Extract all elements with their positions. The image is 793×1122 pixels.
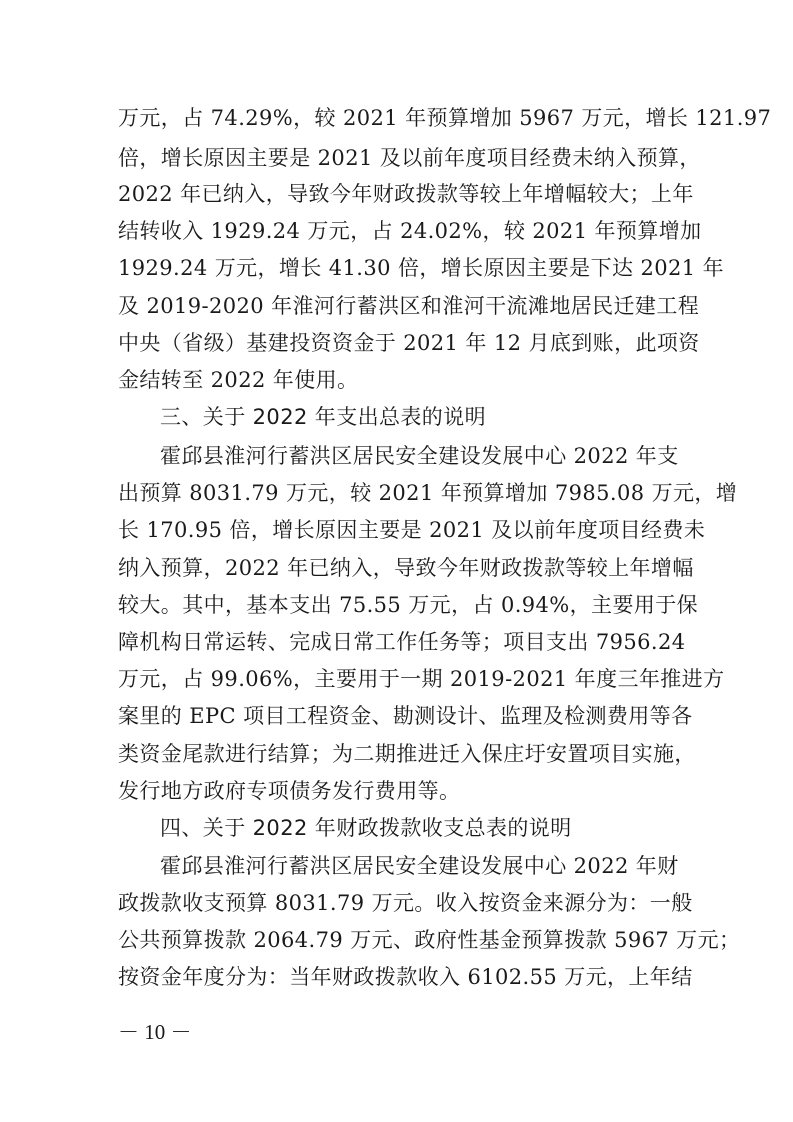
body-line: 出预算 8031.79 万元，较 2021 年预算增加 7985.08 万元，增 [118,481,738,505]
body-line: 较大。其中，基本支出 75.55 万元，占 0.94%，主要用于保 [118,593,699,617]
body-line: 按资金年度分为：当年财政拨款收入 6102.55 万元，上年结 [118,965,693,989]
body-line: 公共预算拨款 2064.79 万元、政府性基金预算拨款 5967 万元； [118,928,741,952]
body-line: 结转收入 1929.24 万元，占 24.02%，较 2021 年预算增加 [118,219,702,243]
body-line: 发行地方政府专项债务发行费用等。 [118,779,461,803]
body-line: 万元，占 74.29%，较 2021 年预算增加 5967 万元，增长 121.97 [118,106,772,130]
body-line: 2022 年已纳入，导致今年财政拨款等较上年增幅较大；上年 [118,182,694,206]
section-heading-fiscal-appropriation: 四、关于 2022 年财政拨款收支总表的说明 [160,816,572,840]
body-line: 纳入预算，2022 年已纳入，导致今年财政拨款等较上年增幅 [118,556,694,580]
body-line: 金结转至 2022 年使用。 [118,368,359,392]
section-heading-expenditure: 三、关于 2022 年支出总表的说明 [160,405,486,429]
body-line: 案里的 EPC 项目工程资金、勘测设计、监理及检测费用等各 [118,704,693,728]
body-line: 万元，占 99.06%，主要用于一期 2019-2021 年度三年推进方 [118,667,725,691]
body-line: 长 170.95 倍，增长原因主要是 2021 及以前年度项目经费未 [118,518,706,542]
body-line: 政拨款收支预算 8031.79 万元。收入按资金来源分为：一般 [118,891,693,915]
body-line: 1929.24 万元，增长 41.30 倍，增长原因主要是下达 2021 年 [118,256,724,280]
body-line: 霍邱县淮河行蓄洪区居民安全建设发展中心 2022 年支 [160,444,679,468]
body-line: 霍邱县淮河行蓄洪区居民安全建设发展中心 2022 年财 [160,854,679,878]
body-line: 中央（省级）基建投资资金于 2021 年 12 月底到账，此项资 [118,331,700,355]
body-line: 及 2019-2020 年淮河行蓄洪区和淮河干流滩地居民迁建工程 [118,294,700,318]
body-line: 类资金尾款进行结算；为二期推进迁入保庄圩安置项目实施， [118,742,696,766]
body-line: 障机构日常运转、完成日常工作任务等；项目支出 7956.24 [118,630,686,654]
page-number: － 10 － [118,1020,192,1044]
body-line: 倍，增长原因主要是 2021 及以前年度项目经费未纳入预算， [118,146,701,170]
